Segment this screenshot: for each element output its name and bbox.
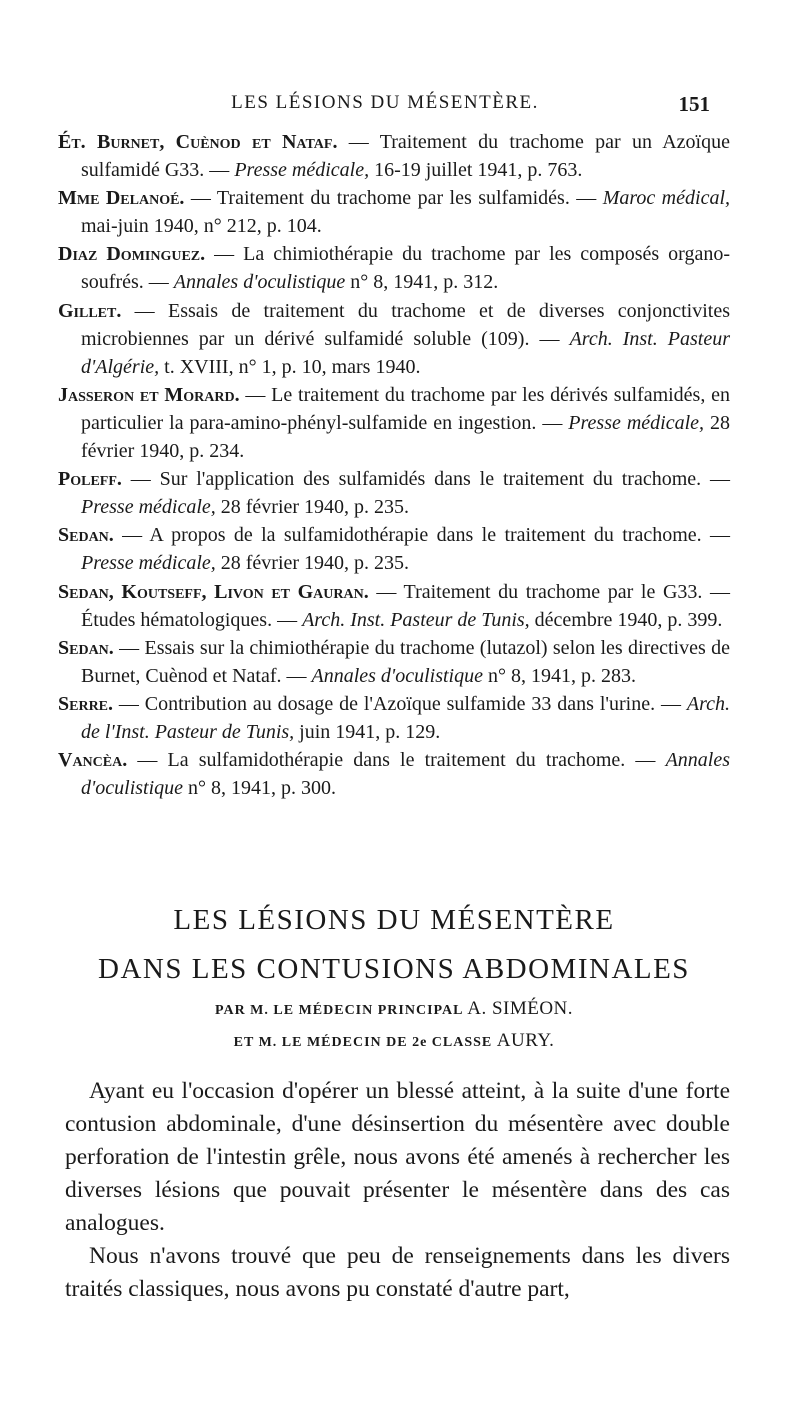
reference-journal: Presse médicale, (234, 159, 370, 182)
reference-authors: Sedan. (58, 636, 114, 659)
reference-details: 16-19 juillet 1941, p. 763. (369, 159, 583, 182)
reference-text: — A propos de la sulfamidothérapie dans le traitement du trachome. — (113, 524, 730, 547)
reference-text: — Traitement du trachome par un Azoïque sulfamidé G33. — (81, 131, 730, 182)
reference-entry (58, 634, 730, 690)
running-head (60, 92, 710, 122)
byline-second (58, 1026, 730, 1058)
reference-journal: Arch. de l'Inst. Pasteur de Tunis, (81, 692, 730, 743)
reference-entry (58, 746, 730, 802)
reference-entry (58, 128, 730, 184)
reference-text: — Traitement du trachome par le G33. — Études hématologiques. — (81, 580, 730, 631)
reference-entry (58, 381, 730, 465)
reference-text: — La sulfamidothérapie dans le traitement du trachome. — (127, 749, 666, 772)
reference-journal: Presse médicale, (568, 411, 705, 434)
reference-text: — Le traitement du trachome par les dérivés sulfamidés, en particulier la para-amino-phényl-sulfamide en ingestion. — (81, 383, 730, 434)
author-name: AURY. (496, 1030, 555, 1051)
reference-journal: Arch. Inst. Pasteur de Tunis, (302, 608, 530, 631)
reference-authors: Sedan. (58, 524, 114, 547)
byline-prefix: PAR M. LE MÉDECIN PRINCIPAL (214, 1003, 468, 1018)
reference-entry (58, 578, 730, 634)
reference-text: — Traitement du trachome par les sulfamidés. — (184, 187, 603, 210)
reference-details: 28 février 1940, p. 235. (215, 552, 410, 575)
reference-entry (58, 184, 730, 240)
reference-authors: Diaz Dominguez. (58, 243, 206, 266)
reference-entry (58, 690, 730, 746)
reference-details: n° 8, 1941, p. 312. (345, 271, 499, 294)
reference-text: — Contribution au dosage de l'Azoïque sulfamide 33 dans l'urine. — (113, 692, 687, 715)
reference-text: — Essais de traitement du trachome et de diverses conjonctivites microbiennes par un dérivé sulfamidé soluble (109). — (81, 299, 730, 350)
reference-authors: Gillet. (58, 299, 122, 322)
reference-details: 28 février 1940, p. 235. (215, 496, 410, 519)
reference-entry (58, 521, 730, 577)
reference-authors: Jasseron et Morard. (58, 383, 240, 406)
article-title-line-1: LES LÉSIONS DU MÉSENTÈRE (173, 904, 615, 936)
article-header (58, 896, 730, 1058)
reference-journal: Presse médicale, (81, 552, 216, 575)
reference-authors: Serre. (58, 692, 114, 715)
reference-details: n° 8, 1941, p. 300. (183, 777, 337, 800)
reference-authors: Poleff. (58, 468, 122, 491)
reference-authors: Ét. Burnet, Cuènod et Nataf. (58, 131, 338, 153)
reference-entry (58, 465, 730, 521)
reference-authors: Sedan, Koutseff, Livon et Gauran. (58, 580, 369, 603)
reference-details: t. XVIII, n° 1, p. 10, mars 1940. (159, 355, 421, 378)
author-name: A. SIMÉON. (467, 998, 574, 1019)
byline-principal (58, 994, 730, 1026)
reference-details: n° 8, 1941, p. 283. (482, 664, 636, 687)
article-body (65, 1075, 730, 1306)
reference-text: — La chimiothérapie du trachome par les composés organo-soufrés. — (81, 243, 730, 294)
reference-text: — Essais sur la chimiothérapie du trachome (lutazol) selon les directives de Burnet, Cuènod et Nataf. — (81, 636, 730, 687)
reference-authors: Vancèa. (58, 749, 128, 772)
page-number: 151 (678, 92, 710, 116)
reference-journal: Presse médicale, (81, 496, 216, 519)
reference-list (58, 128, 730, 802)
reference-details: mai-juin 1940, n° 212, p. 104. (81, 215, 322, 238)
reference-journal: Maroc médical, (602, 187, 730, 210)
reference-entry (58, 240, 730, 296)
reference-details: décembre 1940, p. 399. (529, 608, 723, 631)
reference-journal: Annales d'oculistique (173, 271, 346, 294)
reference-details: juin 1941, p. 129. (294, 720, 441, 743)
body-paragraph: Ayant eu l'occasion d'opérer un blessé atteint, à la suite d'une forte contusion abdominale, d'une désinsertion du mésentère avec double perforation de l'intestin grêle, nous avons été amenés à rechercher les diverses lésions que pouvait présenter le mésentère dans des cas analogues. (65, 1078, 730, 1236)
reference-text: — Sur l'application des sulfamidés dans le traitement du trachome. — (121, 468, 730, 491)
reference-journal: Arch. Inst. Pasteur d'Algérie, (81, 327, 730, 378)
reference-details: 28 février 1940, p. 234. (81, 411, 730, 463)
reference-authors: Mme Delanoé. (58, 187, 185, 210)
running-head-title: LES LÉSIONS DU MÉSENTÈRE. (231, 92, 539, 113)
body-paragraph: Nous n'avons trouvé que peu de renseignements dans les divers traités classiques, nous avons pu constaté d'autre part, (65, 1243, 730, 1302)
byline-prefix: ET M. LE MÉDECIN DE 2e CLASSE (233, 1035, 497, 1050)
reference-journal: Annales d'oculistique (81, 749, 730, 800)
article-title-line-2: DANS LES CONTUSIONS ABDOMINALES (98, 953, 690, 985)
reference-journal: Annales d'oculistique (311, 664, 483, 687)
reference-entry (58, 297, 730, 381)
